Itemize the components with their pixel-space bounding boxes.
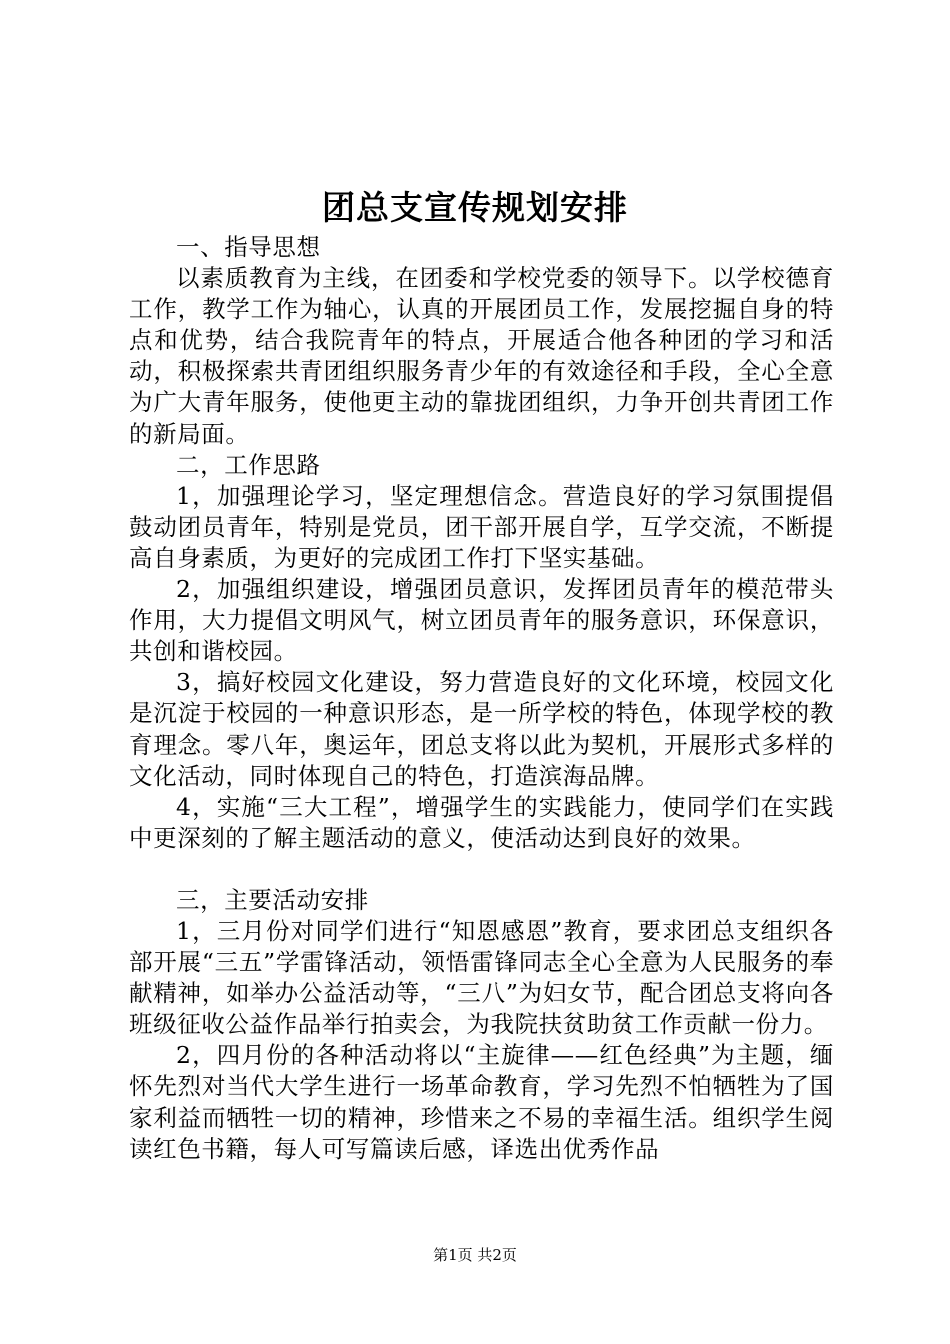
paragraph-activity-2: 2，四月份的各种活动将以“主旋律——红色经典”为主题，缅怀先烈对当代大学生进行一场革命教育，学习先烈不怕牺牲为了国家利益而牺牲一切的精神，珍惜来之不易的幸福生活。组织学生阅读红色书籍，每人可写篇读后感，译选出优秀作品 [129, 1041, 834, 1163]
paragraph-guiding-ideology: 以素质教育为主线，在团委和学校党委的领导下。以学校德育工作，教学工作为轴心，认真的开展团员工作，发展挖掘自身的特点和优势，结合我院青年的特点，开展适合他各种团的学习和活动，积极探索共青团组织服务青少年的有效途径和手段，全心全意为广大青年服务，使他更主动的靠拢团组织，力争开创共青团工作的新局面。 [129, 264, 834, 448]
paragraph-spacer [129, 854, 834, 885]
paragraph-approach-3: 3，搞好校园文化建设，努力营造良好的文化环境，校园文化是沉淀于校园的一种意识形态，是一所学校的特色，体现学校的教育理念。零八年，奥运年，团总支将以此为契机，开展形式多样的文化活动，同时体现自己的特色，打造滨海品牌。 [129, 668, 834, 790]
paragraph-activity-1: 1，三月份对同学们进行“知恩感恩”教育，要求团总支组织各部开展“三五”学雷锋活动，领悟雷锋同志全心全意为人民服务的奉献精神，如举办公益活动等，“三八”为妇女节，配合团总支将向各班级征收公益作品举行拍卖会，为我院扶贫助贫工作贡献一份力。 [129, 916, 834, 1039]
paragraph-approach-2: 2，加强组织建设，增强团员意识，发挥团员青年的模范带头作用，大力提倡文明风气，树立团员青年的服务意识，环保意识，共创和谐校园。 [129, 575, 834, 666]
paragraph-approach-4: 4，实施“三大工程”，增强学生的实践能力，使同学们在实践中更深刻的了解主题活动的意义，使活动达到良好的效果。 [129, 792, 834, 852]
paragraph-approach-1: 1，加强理论学习，坚定理想信念。营造良好的学习氛围提倡鼓动团员青年，特别是党员，团干部开展自学，互学交流，不断提高自身素质，为更好的完成团工作打下坚实基础。 [129, 481, 834, 572]
page-footer: 第1页 共2页 [433, 1246, 517, 1264]
document-body [129, 232, 834, 1165]
document-title: 团总支宣传规划安排 [322, 188, 628, 227]
section-heading-guiding-ideology: 一、指导思想 [176, 233, 321, 261]
section-heading-work-approach: 二，工作思路 [176, 450, 321, 479]
section-heading-main-activities: 三，主要活动安排 [176, 885, 369, 914]
